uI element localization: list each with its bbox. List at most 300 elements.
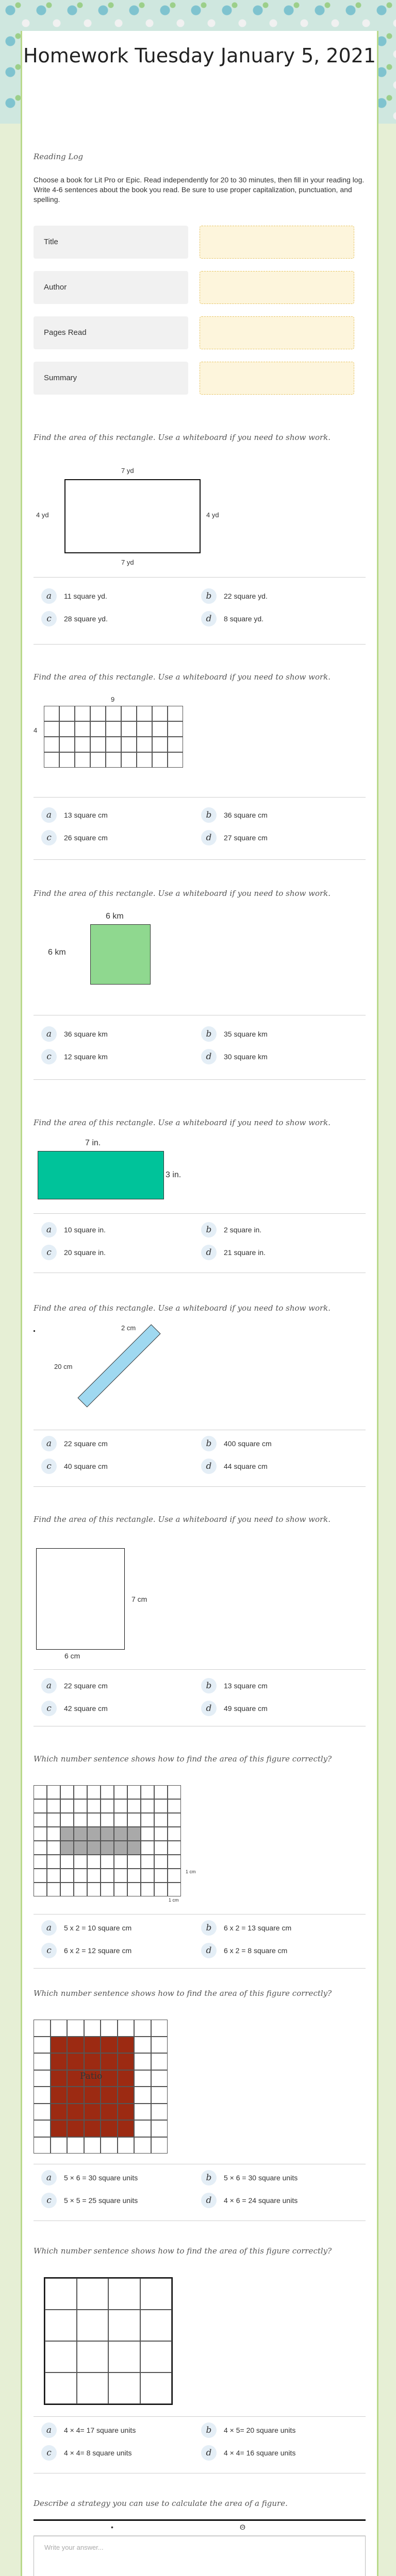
grid-cell <box>168 1799 181 1813</box>
grid-cell <box>84 2120 101 2137</box>
option-text: 36 square cm <box>224 811 268 819</box>
option-text: 26 square cm <box>64 834 108 842</box>
divider <box>34 797 366 798</box>
answer-toolbar <box>34 2521 366 2536</box>
grid-cell <box>51 2070 68 2087</box>
grid-cell <box>60 1869 74 1883</box>
q9-options <box>34 2421 366 2463</box>
grid-cell <box>168 1813 181 1827</box>
row-label: Summary <box>34 362 188 395</box>
grid-cell <box>77 2278 109 2310</box>
option-text: 12 square km <box>64 1053 108 1061</box>
grid-cell <box>118 2070 135 2087</box>
grid-cell <box>74 1827 87 1841</box>
grid-cell <box>75 752 90 768</box>
grid-cell <box>151 2070 168 2087</box>
grid-cell <box>45 2372 77 2404</box>
option-letter: c <box>41 2445 57 2461</box>
grid-cell <box>108 2372 140 2404</box>
option-letter: b <box>201 1436 217 1451</box>
grid-cell <box>168 1827 181 1841</box>
option-text: 8 square yd. <box>224 615 264 623</box>
grid-cell <box>101 1841 114 1855</box>
grid-cell <box>67 2037 84 2054</box>
grid-cell <box>168 1869 181 1883</box>
reading-log-row-pages <box>34 316 366 349</box>
grid-cell <box>60 1841 74 1855</box>
option-text: 49 square cm <box>224 1704 268 1713</box>
option-letter: a <box>41 1026 57 1042</box>
dimension-label: 7 in. <box>85 1139 101 1147</box>
grid-cell <box>75 737 90 752</box>
grid-cell <box>141 1841 154 1855</box>
dimension-label: 1 cm <box>169 1897 179 1903</box>
grid-cell <box>84 2020 101 2037</box>
grid-cell <box>114 1827 127 1841</box>
option-letter: b <box>201 2170 217 2185</box>
grid-cell <box>90 737 106 752</box>
grid-cell <box>151 2020 168 2037</box>
grid-cell <box>59 706 75 721</box>
grid-cell <box>134 2070 151 2087</box>
grid-cell <box>67 2120 84 2137</box>
answer-textarea[interactable] <box>34 2536 366 2576</box>
grid-cell <box>134 2053 151 2070</box>
area-grid <box>44 2277 173 2405</box>
grid-cell <box>141 1883 154 1896</box>
dimension-label: 20 cm <box>54 1363 73 1370</box>
grid-cell <box>141 1869 154 1883</box>
answer-placeholder: Write your answer... <box>44 2544 104 2551</box>
option-letter: b <box>201 1678 217 1693</box>
grid-cell <box>134 2120 151 2137</box>
q8-options <box>34 2169 366 2210</box>
option-text: 11 square yd. <box>64 592 107 600</box>
grid-cell <box>67 2137 84 2154</box>
q9-figure <box>34 2277 366 2411</box>
option-letter: d <box>201 1459 217 1474</box>
grid-cell <box>106 721 121 737</box>
grid-cell <box>87 1799 101 1813</box>
grid-cell <box>152 706 168 721</box>
grid-cell <box>101 2037 118 2054</box>
grid-cell <box>106 752 121 768</box>
grid-cell <box>137 706 152 721</box>
option-letter: c <box>41 1701 57 1716</box>
option-text: 5 × 5 = 25 square units <box>64 2196 138 2205</box>
grid-cell <box>151 2053 168 2070</box>
grid-cell <box>101 1785 114 1799</box>
grid-cell <box>34 1855 47 1869</box>
grid-cell <box>74 1785 87 1799</box>
q6-figure <box>34 1546 366 1669</box>
reading-log-row-title <box>34 226 366 259</box>
grid-cell <box>47 1869 60 1883</box>
grid-cell <box>84 2137 101 2154</box>
grid-cell <box>140 2341 172 2372</box>
grid-cell <box>51 2037 68 2054</box>
grid-cell <box>114 1869 127 1883</box>
grid-cell <box>151 2037 168 2054</box>
grid-cell <box>77 2310 109 2341</box>
grid-cell <box>108 2341 140 2372</box>
grid-cell <box>75 721 90 737</box>
option-text: 5 × 6 = 30 square units <box>64 2174 138 2182</box>
option-letter: d <box>201 1245 217 1260</box>
q2-options <box>34 806 366 848</box>
option-letter: b <box>201 2422 217 2438</box>
dimension-label: 7 yd <box>121 467 134 474</box>
grid-cell <box>47 1827 60 1841</box>
grid-cell <box>168 721 183 737</box>
grid-cell <box>87 1841 101 1855</box>
grid-cell <box>34 2053 51 2070</box>
grid-cell <box>34 2104 51 2121</box>
strategy-answer <box>34 2519 366 2576</box>
option-text: 4 × 4= 17 square units <box>64 2426 136 2434</box>
option-letter: a <box>41 588 57 604</box>
grid-cell <box>101 1827 114 1841</box>
grid-cell <box>101 1869 114 1883</box>
option-letter: c <box>41 1049 57 1064</box>
grid-cell <box>34 2120 51 2137</box>
grid-cell <box>118 2020 135 2037</box>
grid-cell <box>108 2278 140 2310</box>
q7-figure <box>34 1783 366 1901</box>
option-text: 20 square in. <box>64 1248 106 1257</box>
grid-cell <box>60 1785 74 1799</box>
option-text: 13 square cm <box>224 1682 268 1690</box>
grid-cell <box>59 721 75 737</box>
option-text: 6 x 2 = 8 square cm <box>224 1946 288 1955</box>
grid-cell <box>141 1827 154 1841</box>
grid-cell <box>34 2137 51 2154</box>
grid-cell <box>118 2087 135 2104</box>
grid-cell <box>140 2310 172 2341</box>
option-letter: d <box>201 2193 217 2208</box>
grid-cell <box>151 2087 168 2104</box>
option-text: 400 square cm <box>224 1439 272 1448</box>
grid-cell <box>51 2104 68 2121</box>
grid-cell <box>34 1869 47 1883</box>
grid-cell <box>106 737 121 752</box>
grid-cell <box>77 2341 109 2372</box>
grid-cell <box>118 2053 135 2070</box>
option-text: 30 square km <box>224 1053 268 1061</box>
question-prompt: Find the area of this rectangle. Use a whiteboard if you need to show work. <box>34 433 331 442</box>
grid-cell <box>87 1869 101 1883</box>
option-text: 4 × 4= 8 square units <box>64 2449 132 2457</box>
grid-cell <box>59 737 75 752</box>
grid-cell <box>168 1841 181 1855</box>
grid-cell <box>101 2120 118 2137</box>
q4-figure <box>34 1139 366 1195</box>
grid-cell <box>152 737 168 752</box>
rectangle-shape <box>36 1548 125 1650</box>
divider <box>34 1213 366 1214</box>
dimension-label: 4 yd <box>36 511 49 519</box>
grid-cell <box>127 1841 141 1855</box>
option-text: 22 square cm <box>64 1439 108 1448</box>
grid-cell <box>154 1799 168 1813</box>
grid-cell <box>118 2104 135 2121</box>
strategy-prompt: Describe a strategy you can use to calculate the area of a figure. <box>34 2499 288 2508</box>
grid-cell <box>108 2310 140 2341</box>
option-text: 42 square cm <box>64 1704 108 1713</box>
grid-cell <box>34 1883 47 1896</box>
grid-cell <box>168 1785 181 1799</box>
grid-cell <box>84 2087 101 2104</box>
grid-cell <box>34 1785 47 1799</box>
grid-cell <box>127 1869 141 1883</box>
grid-cell <box>168 1883 181 1896</box>
grid-cell <box>101 2087 118 2104</box>
option-text: 2 square in. <box>224 1226 262 1234</box>
grid-cell <box>127 1785 141 1799</box>
option-letter: a <box>41 2170 57 2185</box>
grid-cell <box>101 1855 114 1869</box>
option-letter: c <box>41 1245 57 1260</box>
area-grid <box>34 1785 181 1896</box>
option-letter: d <box>201 1049 217 1064</box>
grid-cell <box>84 2053 101 2070</box>
divider <box>34 2416 366 2417</box>
option-letter: a <box>41 1678 57 1693</box>
grid-cell <box>77 2372 109 2404</box>
question-prompt: Which number sentence shows how to find the area of this figure correctly? <box>34 2246 332 2256</box>
option-letter: a <box>41 807 57 823</box>
grid-cell <box>34 2070 51 2087</box>
grid-cell <box>47 1785 60 1799</box>
dimension-label: 9 <box>111 696 115 703</box>
area-grid <box>44 706 183 768</box>
q4-options <box>34 1221 366 1262</box>
author-input[interactable] <box>200 271 354 304</box>
divider <box>34 1486 366 1487</box>
option-text: 22 square cm <box>64 1682 108 1690</box>
grid-cell <box>127 1883 141 1896</box>
grid-cell <box>140 2372 172 2404</box>
grid-cell <box>51 2120 68 2137</box>
grid-cell <box>101 2020 118 2037</box>
grid-cell <box>114 1883 127 1896</box>
dimension-label: 4 yd <box>206 511 219 519</box>
grid-cell <box>75 706 90 721</box>
grid-cell <box>151 2137 168 2154</box>
grid-cell <box>74 1799 87 1813</box>
slanted-rectangle-shape <box>77 1324 160 1407</box>
grid-cell <box>127 1813 141 1827</box>
grid-cell <box>101 1799 114 1813</box>
grid-cell <box>87 1855 101 1869</box>
grid-cell <box>127 1799 141 1813</box>
option-text: 28 square yd. <box>64 615 108 623</box>
option-letter: b <box>201 1222 217 1238</box>
dot-mark <box>34 1330 35 1332</box>
grid-cell <box>134 2137 151 2154</box>
q3-options <box>34 1025 366 1066</box>
grid-cell <box>154 1841 168 1855</box>
question-prompt: Which number sentence shows how to find the area of this figure correctly? <box>34 1754 332 1764</box>
grid-cell <box>87 1813 101 1827</box>
option-letter: d <box>201 830 217 845</box>
grid-cell <box>87 1883 101 1896</box>
grid-cell <box>101 1813 114 1827</box>
divider <box>34 644 366 645</box>
grid-cell <box>87 1827 101 1841</box>
grid-cell <box>137 752 152 768</box>
q2-figure <box>34 696 366 768</box>
dimension-label: 6 km <box>48 948 66 957</box>
summary-input[interactable] <box>200 362 354 395</box>
option-text: 10 square in. <box>64 1226 106 1234</box>
grid-cell <box>44 706 59 721</box>
grid-cell <box>154 1785 168 1799</box>
grid-cell <box>67 2053 84 2070</box>
grid-cell <box>60 1827 74 1841</box>
option-letter: a <box>41 1920 57 1936</box>
grid-cell <box>101 2053 118 2070</box>
divider <box>34 577 366 578</box>
grid-cell <box>154 1827 168 1841</box>
grid-cell <box>140 2278 172 2310</box>
option-letter: d <box>201 2445 217 2461</box>
grid-cell <box>34 1841 47 1855</box>
equation-button[interactable]: Θ <box>240 2523 245 2531</box>
grid-cell <box>134 2020 151 2037</box>
rectangle-shape <box>64 479 201 553</box>
option-letter: d <box>201 611 217 626</box>
reading-log-row-summary <box>34 362 366 395</box>
grid-cell <box>84 2104 101 2121</box>
option-text: 35 square km <box>224 1030 268 1038</box>
grid-cell <box>141 1785 154 1799</box>
grid-cell <box>168 1855 181 1869</box>
grid-cell <box>59 752 75 768</box>
grid-cell <box>90 752 106 768</box>
grid-cell <box>87 1785 101 1799</box>
grid-cell <box>34 1813 47 1827</box>
grid-cell <box>168 706 183 721</box>
option-letter: b <box>201 1920 217 1936</box>
option-letter: a <box>41 2422 57 2438</box>
grid-cell <box>137 737 152 752</box>
grid-cell <box>134 2087 151 2104</box>
grid-cell <box>74 1855 87 1869</box>
title-input[interactable] <box>200 226 354 259</box>
grid-cell <box>106 706 121 721</box>
pages-read-input[interactable] <box>200 316 354 349</box>
grid-cell <box>47 1883 60 1896</box>
grid-cell <box>127 1855 141 1869</box>
divider <box>34 1079 366 1080</box>
question-prompt: Which number sentence shows how to find the area of this figure correctly? <box>34 1989 332 1998</box>
grid-cell <box>51 2087 68 2104</box>
grid-cell <box>101 1883 114 1896</box>
grid-cell <box>141 1813 154 1827</box>
option-letter: d <box>201 1943 217 1958</box>
option-text: 4 × 6 = 24 square units <box>224 2196 298 2205</box>
option-letter: c <box>41 611 57 626</box>
divider <box>34 859 366 860</box>
option-text: 6 x 2 = 13 square cm <box>224 1924 292 1932</box>
bullet-list-button[interactable]: • <box>111 2523 113 2531</box>
grid-cell <box>154 1869 168 1883</box>
option-text: 4 × 4= 16 square units <box>224 2449 296 2457</box>
grid-cell <box>152 752 168 768</box>
grid-cell <box>51 2053 68 2070</box>
grid-cell <box>34 1827 47 1841</box>
question-prompt: Find the area of this rectangle. Use a whiteboard if you need to show work. <box>34 1118 331 1127</box>
divider <box>34 1968 366 1969</box>
rectangle-shape <box>38 1151 164 1199</box>
dimension-label: 6 cm <box>64 1652 80 1660</box>
dimension-label: 6 km <box>106 912 124 921</box>
grid-cell <box>51 2137 68 2154</box>
grid-cell <box>74 1841 87 1855</box>
grid-cell <box>34 1799 47 1813</box>
dimension-label: 3 in. <box>166 1171 182 1179</box>
option-text: 5 × 6 = 30 square units <box>224 2174 298 2182</box>
patio-label: Patio <box>80 2071 103 2081</box>
grid-cell <box>134 2104 151 2121</box>
q6-options <box>34 1677 366 1718</box>
option-letter: c <box>41 1459 57 1474</box>
grid-cell <box>34 2020 51 2037</box>
question-prompt: Find the area of this rectangle. Use a whiteboard if you need to show work. <box>34 1303 331 1313</box>
divider <box>34 1669 366 1670</box>
q1-options <box>34 587 366 629</box>
grid-cell <box>51 2020 68 2037</box>
grid-cell <box>154 1813 168 1827</box>
grid-cell <box>45 2341 77 2372</box>
grid-cell <box>90 721 106 737</box>
reading-log-heading: Reading Log <box>34 152 84 161</box>
q3-figure <box>34 912 366 989</box>
grid-cell <box>151 2120 168 2137</box>
row-label: Author <box>34 271 188 304</box>
page-title: Homework Tuesday January 5, 2021 <box>23 44 376 67</box>
grid-cell <box>114 1799 127 1813</box>
grid-cell <box>45 2278 77 2310</box>
reading-log-table <box>34 226 366 401</box>
option-letter: c <box>41 1943 57 1958</box>
grid-cell <box>60 1855 74 1869</box>
grid-cell <box>90 706 106 721</box>
option-text: 21 square in. <box>224 1248 266 1257</box>
grid-cell <box>101 2070 118 2087</box>
option-letter: b <box>201 807 217 823</box>
grid-cell <box>154 1855 168 1869</box>
reading-log-instructions: Choose a book for Lit Pro or Epic. Read independently for 20 to 30 minutes, then fill in your reading log. Write 4-6 sentences about the book you read. Be sure to use proper capitalization, punctuation, and spelling. <box>34 176 365 204</box>
option-text: 5 x 2 = 10 square cm <box>64 1924 132 1932</box>
grid-cell <box>168 737 183 752</box>
grid-cell <box>45 2310 77 2341</box>
grid-cell <box>44 721 59 737</box>
dimension-label: 2 cm <box>121 1324 136 1332</box>
grid-cell <box>114 1841 127 1855</box>
grid-cell <box>118 2120 135 2137</box>
option-text: 6 x 2 = 12 square cm <box>64 1946 132 1955</box>
option-text: 36 square km <box>64 1030 108 1038</box>
q5-options <box>34 1435 366 1476</box>
option-text: 27 square cm <box>224 834 268 842</box>
grid-cell <box>74 1813 87 1827</box>
option-text: 44 square cm <box>224 1462 268 1470</box>
grid-cell <box>151 2104 168 2121</box>
grid-cell <box>114 1813 127 1827</box>
question-prompt: Find the area of this rectangle. Use a whiteboard if you need to show work. <box>34 889 331 898</box>
